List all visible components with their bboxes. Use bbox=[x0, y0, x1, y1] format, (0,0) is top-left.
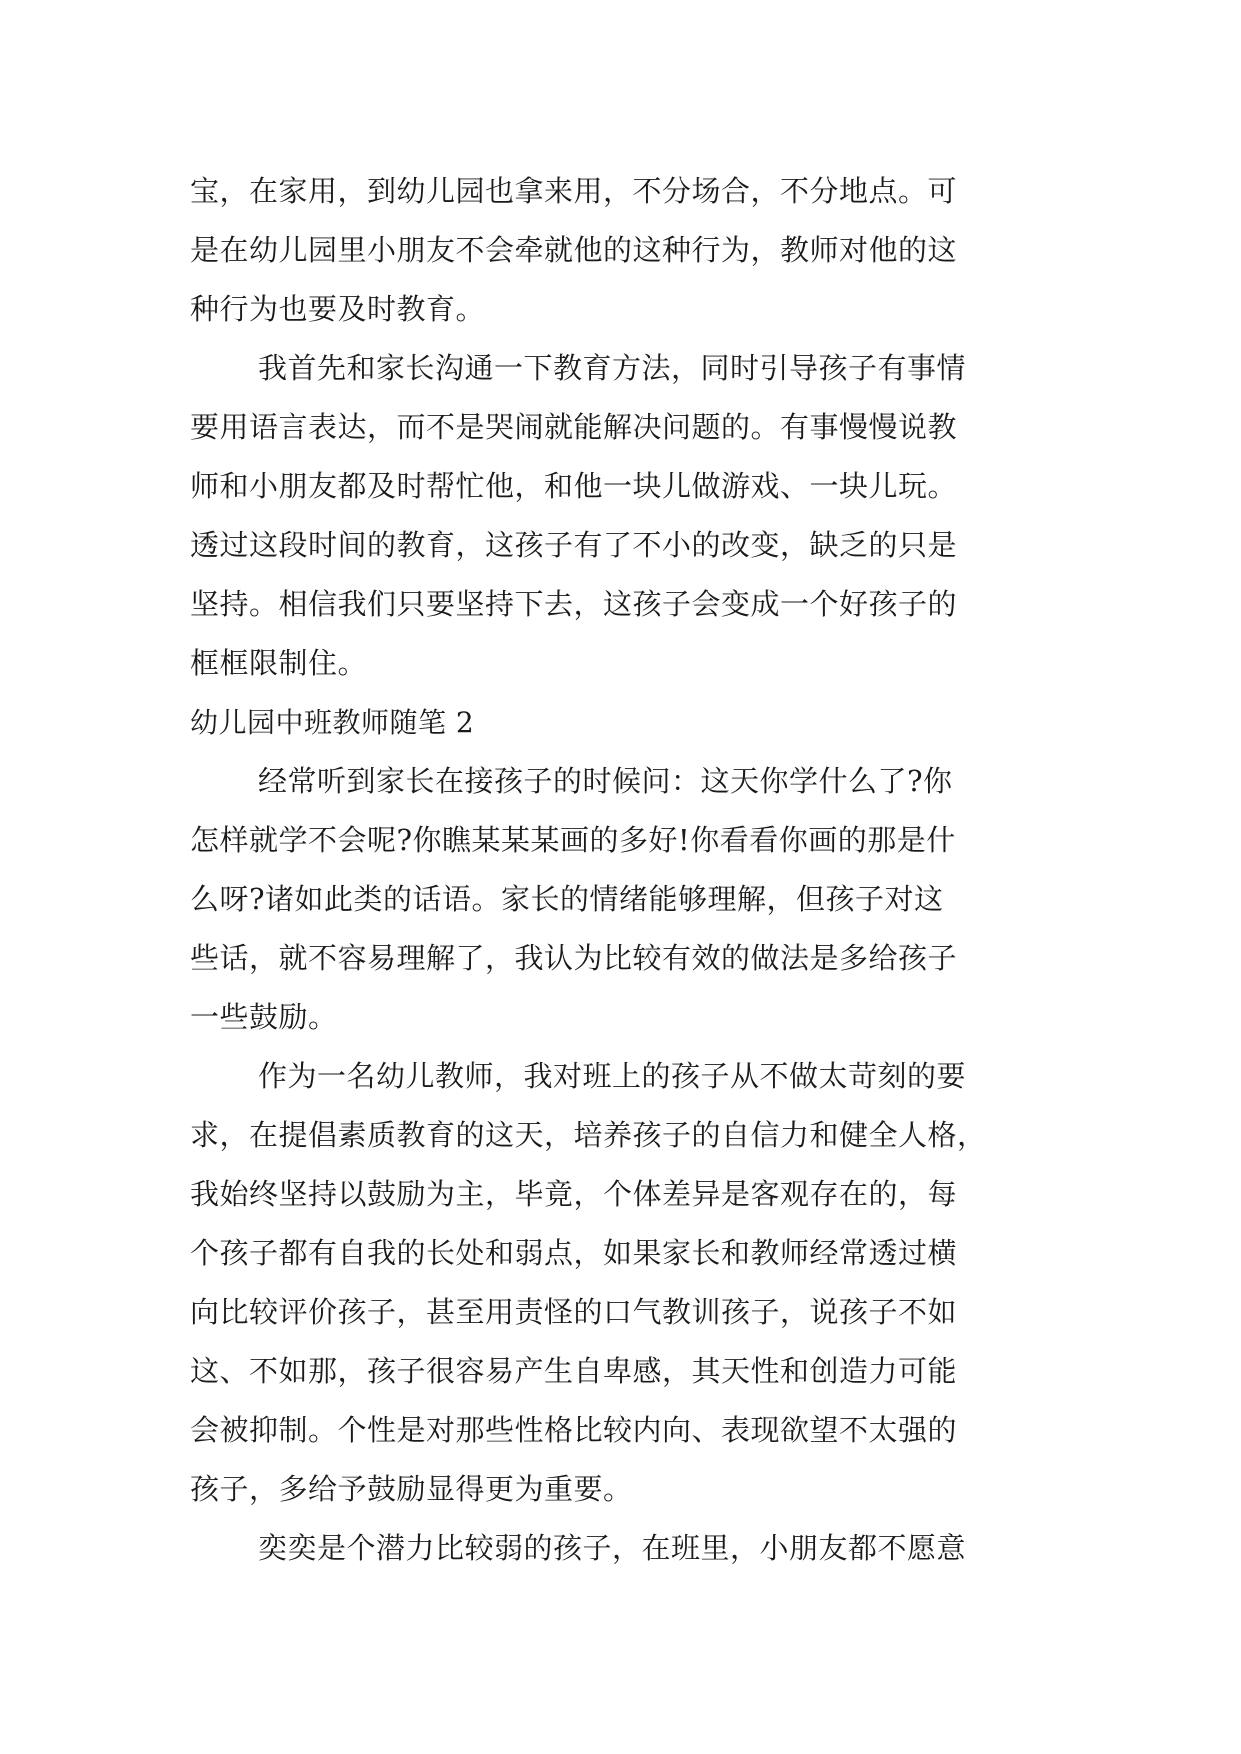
text-line: 要用语言表达，而不是哭闹就能解决问题的。有事慢慢说教 bbox=[190, 410, 958, 444]
text-line: 师和小朋友都及时帮忙他，和他一块儿做游戏、一块儿玩。 bbox=[190, 469, 958, 503]
text-line: 些话，就不容易理解了，我认为比较有效的做法是多给孩子 bbox=[190, 941, 958, 975]
text-line: 框框限制住。 bbox=[190, 646, 368, 680]
text-line: 坚持。相信我们只要坚持下去，这孩子会变成一个好孩子的 bbox=[190, 587, 958, 621]
document-body bbox=[190, 162, 1060, 1578]
text-line: 透过这段时间的教育，这孩子有了不小的改变，缺乏的只是 bbox=[190, 528, 958, 562]
text-line: 个孩子都有自我的长处和弱点，如果家长和教师经常透过横 bbox=[190, 1236, 958, 1270]
text-line: 经常听到家长在接孩子的时候问：这天你学什么了?你 bbox=[258, 764, 953, 798]
text-line: 我首先和家长沟通一下教育方法，同时引导孩子有事情 bbox=[258, 351, 967, 385]
text-line: 是在幼儿园里小朋友不会牵就他的这种行为，教师对他的这 bbox=[190, 233, 958, 267]
text-line: 么呀?诸如此类的话语。家长的情绪能够理解，但孩子对这 bbox=[190, 882, 944, 916]
text-line: 怎样就学不会呢?你瞧某某某画的多好!你看看你画的那是什 bbox=[190, 823, 956, 857]
text-line: 求，在提倡素质教育的这天，培养孩子的自信力和健全人格， bbox=[190, 1118, 987, 1152]
text-line: 我始终坚持以鼓励为主，毕竟，个体差异是客观存在的，每 bbox=[190, 1177, 958, 1211]
text-line: 奕奕是个潜力比较弱的孩子，在班里，小朋友都不愿意 bbox=[258, 1531, 967, 1565]
text-line: 孩子，多给予鼓励显得更为重要。 bbox=[190, 1472, 633, 1506]
text-line: 作为一名幼儿教师，我对班上的孩子从不做太苛刻的要 bbox=[258, 1059, 967, 1093]
text-line: 会被抑制。个性是对那些性格比较内向、表现欲望不太强的 bbox=[190, 1413, 958, 1447]
text-line: 种行为也要及时教育。 bbox=[190, 292, 486, 326]
text-line: 一些鼓励。 bbox=[190, 1000, 338, 1034]
text-line: 向比较评价孩子，甚至用责怪的口气教训孩子，说孩子不如 bbox=[190, 1295, 958, 1329]
text-line: 这、不如那，孩子很容易产生自卑感，其天性和创造力可能 bbox=[190, 1354, 958, 1388]
text-line: 宝，在家用，到幼儿园也拿来用，不分场合，不分地点。可 bbox=[190, 174, 958, 208]
section-heading: 幼儿园中班教师随笔 2 bbox=[190, 706, 475, 739]
